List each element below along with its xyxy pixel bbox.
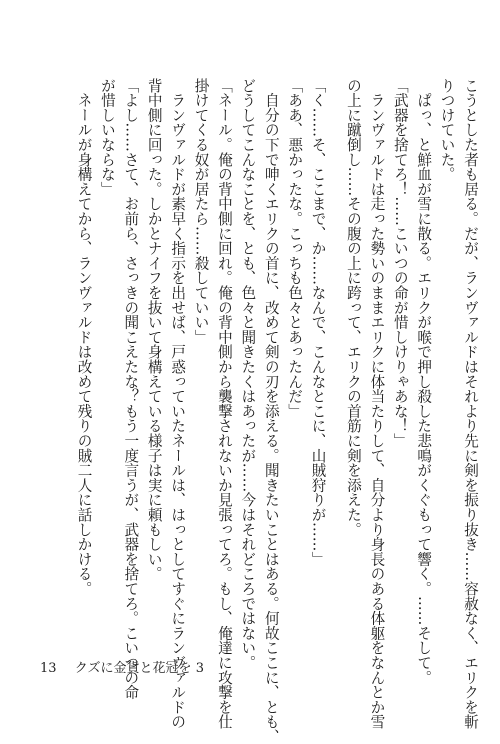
text-line: 「よし……さて、お前ら、さっきの聞こえたな？もう一度言うが、武器を捨てろ。こいつの命: [122, 78, 140, 700]
page-number: 13: [40, 661, 57, 676]
text-line: どうしてこんなことを、とも、色々と聞きたくはあったが……今はそれどころではない。: [239, 78, 257, 670]
text-line: ネールが身構えてから、ランヴァルドは改めて残りの賊二人に話しかける。: [75, 78, 93, 596]
scene-break: [330, 78, 342, 616]
text-line: こうとした者も居る。だが、ランヴァルドはそれより先に剣を振り抜き……容赦なく、エリクを斬: [462, 78, 479, 730]
page-footer: [40, 657, 204, 676]
text-line: の上に蹴倒し……その腹の上に跨って、エリクの首筋に剣を添えた。: [344, 78, 362, 537]
text-line: ランヴァルドが素早く指示を出せば、戸惑っていたネールは、はっとしてすぐにランヴァルドの: [169, 78, 187, 730]
text-line: 自分の下で呻くエリクの首に、改めて剣の刃を添える。聞きたいことはある。何故ここに、とも、: [262, 78, 280, 744]
text-line: りつけていた。: [438, 78, 456, 182]
text-line: 「ネール。俺の背中側に回れ。俺の背中側から襲撃されないか見張ってろ。もし、俺達に攻撃を仕: [215, 78, 233, 730]
book-title: クズに金貨と花冠を 3: [74, 661, 204, 676]
text-line: 「く……そ、ここまで、か……なんで、こんなとこに、山賊狩りが……」: [309, 78, 327, 567]
text-line: ぱっ、と鮮血が雪に散る。エリクが喉で押し殺した悲鳴がくぐもって響く。……そして。: [415, 78, 433, 685]
text-line: 「ああ、悪かったな。こっちも色々とあったんだ」: [286, 78, 304, 419]
text-line: 掛けてくる奴が居たら……殺していい」: [192, 78, 210, 345]
text-line: 背中側に回った。しかとナイフを抜いて身構えている様子は実に頼もしい。: [145, 78, 163, 582]
text-line: ランヴァルドは走った勢いのままエリクに体当たりして、自分より身長のある体躯をなんとか雪: [368, 78, 386, 730]
text-line: が惜しいならな」: [98, 78, 116, 197]
text-line: 「武器を捨てろ！……こいつの命が惜しけりゃあな！」: [391, 78, 409, 448]
